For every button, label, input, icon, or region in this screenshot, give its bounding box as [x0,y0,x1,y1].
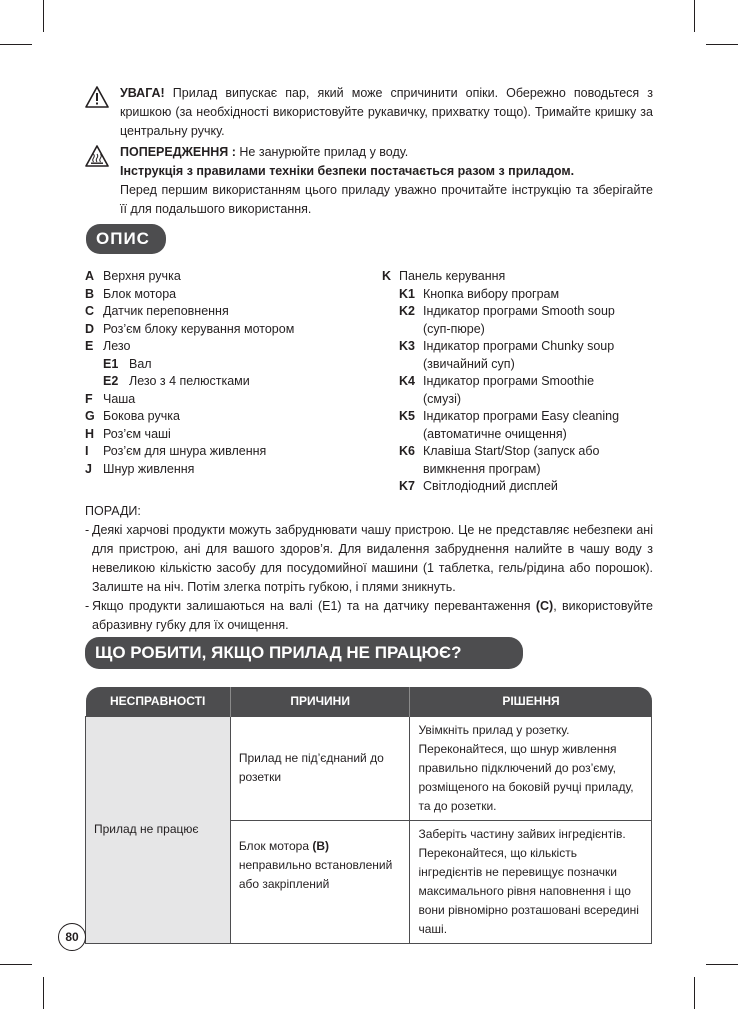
tip-text-bold: (C) [535,599,554,613]
cause-text-bold: (B) [312,838,329,853]
warning-label: ПОПЕРЕДЖЕННЯ : [120,145,236,159]
item-key: J [85,461,92,476]
item-key: K3 [399,339,415,353]
item-key: K5 [399,409,415,423]
item-key: E [85,339,94,353]
item-text: Індикатор програми Smoothie (смузі) [423,374,595,406]
list-item [382,373,652,408]
list-item [85,443,375,461]
crop-mark [0,44,32,45]
description-list-right [382,268,652,496]
list-item [85,268,375,286]
list-item [382,338,652,373]
tips-section [85,502,653,635]
solution-cell: Увімкніть прилад у розетку. Переконайтеся, що шнур живлення правильно підключений до роз’єму, розміщеного на боковій ручці приладу, та до розетки. [410,716,652,820]
item-key: F [85,391,93,406]
item-text: Датчик переповнення [103,304,229,318]
tip-dash: - [85,599,90,613]
tip-text-part: Якщо продукти залишаються на валі (E1) та на датчику перевантаження [92,599,536,613]
description-list-left [85,268,375,478]
item-key: K4 [399,374,415,388]
tip-text: Деякі харчові продукти можуть забруднювати чашу пристрою. Це не представляє небезпеки ані для пристрою, ані для вашого здоров’я. Для видалення забруднення налийте в чашу воду з невеликою кількістю засобу для посудомийної машини (1 таблетка, гель/рідина або порошок). Залиште на ніч. Потім злегка потріть губкою, і плями зникнуть. [92,523,653,594]
list-item [85,286,375,304]
crop-mark [43,0,44,32]
warning-body: Не занурюйте прилад у воду. [235,145,409,159]
column-header-solutions: РІШЕННЯ [410,687,652,716]
caution-text [120,84,653,141]
item-key: B [85,286,95,301]
crop-mark [694,0,695,32]
item-key: A [85,269,95,283]
cause-text: Прилад не під’єднаний до розетки [238,751,384,784]
item-key: C [85,304,95,318]
cause-cell [230,716,410,820]
list-item [85,391,375,409]
item-text: Клавіша Start/Stop (запуск або вимкнення програм) [423,444,600,476]
crop-mark [43,977,44,1009]
item-key: G [85,409,95,423]
item-text: Роз’єм блоку керування мотором [103,321,295,336]
tip-text [92,597,653,635]
item-key: K1 [399,286,415,301]
crop-mark [706,964,738,965]
troubleshooting-heading-text: ЩО РОБИТИ, ЯКЩО ПРИЛАД НЕ ПРАЦЮЄ? [95,643,462,662]
item-key: K [382,269,392,283]
list-item [382,478,652,496]
list-item [85,408,375,426]
column-header-faults: НЕСПРАВНОСТІ [86,687,231,716]
tips-heading: ПОРАДИ: [85,504,141,518]
tip-item [85,597,653,635]
list-item [85,426,375,444]
item-key: E1 [103,356,119,371]
item-text: Кнопка вибору програм [423,286,560,301]
troubleshooting-heading [85,637,523,669]
item-text: Роз’єм чаші [103,426,171,441]
list-item [85,338,375,356]
caution-block [85,84,653,141]
item-key: H [85,426,95,441]
item-text: Шнур живлення [103,461,195,476]
tip-item [85,521,653,597]
read-instructions-line: Перед першим використанням цього приладу уважно прочитайте інструкцію та зберігайте її для подальшого використання. [120,183,653,216]
warning-triangle-icon [85,86,109,108]
list-item [382,286,652,304]
description-heading-text: ОПИС [96,229,150,248]
item-text: Лезо з 4 пелюстками [129,374,250,388]
crop-mark [694,977,695,1009]
item-text: Роз’єм для шнура живлення [103,444,267,458]
list-item [85,461,375,479]
caution-label: УВАГА! [120,86,165,100]
fault-cell: Прилад не працює [86,716,231,943]
page-number-text: 80 [65,930,79,944]
troubleshooting-table [85,687,652,944]
item-key: E2 [103,374,119,388]
column-header-causes: ПРИЧИНИ [230,687,410,716]
warning-text [120,143,653,162]
list-item [85,321,375,339]
list-item [85,356,375,374]
solution-cell: Заберіть частину зайвих інгредієнтів. Переконайтеся, що кількість інгредієнтів не перевищує позначки максимального рівня наповнення і що вони рівномірно розташовані всередині чаші. [410,820,652,943]
hot-surface-warning-icon [85,145,109,167]
description-heading [86,224,166,254]
list-item [382,408,652,443]
tip-dash: - [85,523,90,537]
crop-mark [706,44,738,45]
item-key: K2 [399,304,415,318]
item-text: Індикатор програми Smooth soup (суп-пюре) [423,304,615,336]
list-item [382,303,652,338]
tip-text-part: , використовуйте абразивну губку для їх очищення. [92,599,653,632]
cause-text: Блок мотора [238,838,313,853]
item-text: Світлодіодний дисплей [423,479,558,493]
item-text: Чаша [103,391,136,406]
table-header-row [86,687,652,716]
item-key: D [85,321,95,336]
warning-block [85,143,653,219]
item-text: Панель керування [399,269,506,283]
page-number [58,923,86,951]
cause-cell [230,820,410,943]
item-text: Блок мотора [103,286,177,301]
list-item [85,303,375,321]
item-text: Бокова ручка [103,409,180,423]
item-text: Індикатор програми Easy cleaning (автоматичне очищення) [423,409,620,441]
list-item [85,373,375,391]
caution-body: Прилад випускає пар, який може спричинити опіки. Обережно поводьтеся з кришкою (за необхідності використовуйте рукавичку, прихватку тощо). Тримайте кришку за центральну ручку. [120,86,653,138]
item-text: Верхня ручка [103,269,181,283]
list-item [382,268,652,286]
item-text: Індикатор програми Chunky soup (звичайний суп) [423,339,615,371]
item-text: Лезо [103,339,131,353]
table-row [86,716,652,820]
crop-mark [0,964,32,965]
cause-text: неправильно встановлений або закріплений [238,857,393,891]
item-key: K6 [399,444,415,458]
item-text: Вал [129,356,152,371]
item-key: K7 [399,479,415,493]
list-item [382,443,652,478]
safety-instruction-line: Інструкція з правилами техніки безпеки постачається разом з приладом. [120,164,575,178]
item-key: I [85,444,89,458]
